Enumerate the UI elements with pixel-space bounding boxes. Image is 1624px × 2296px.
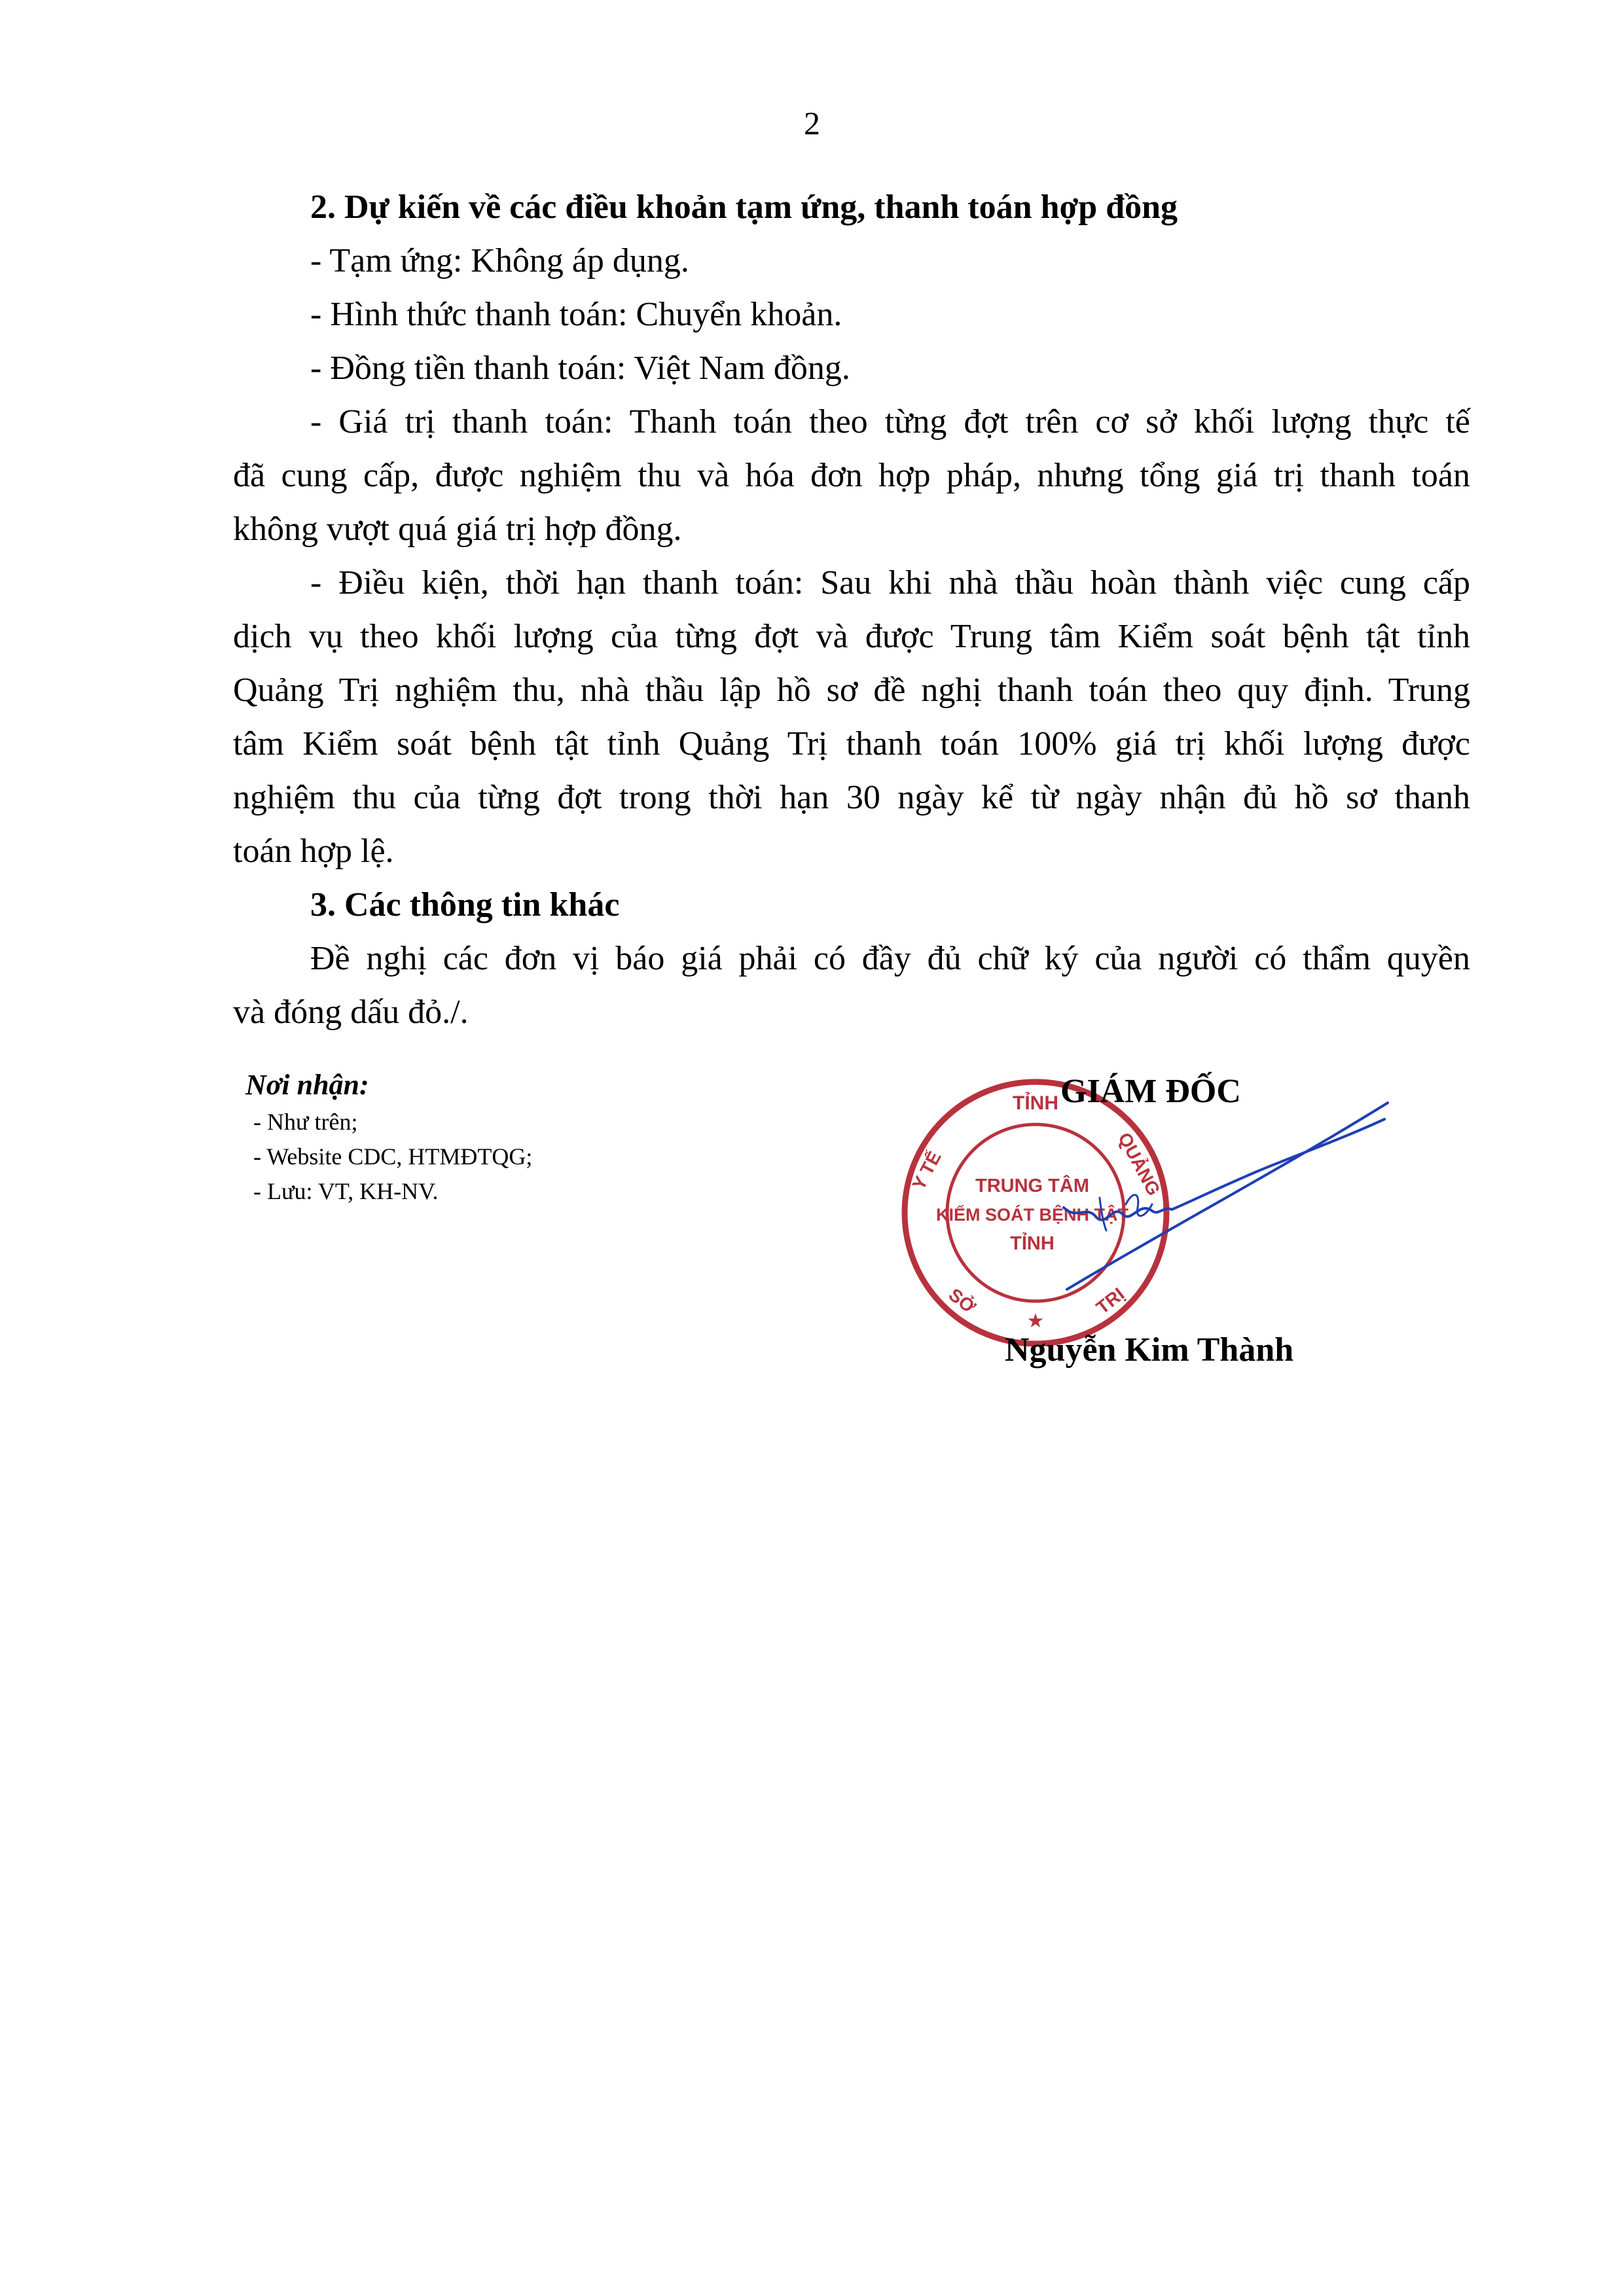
advance-payment-line: - Tạm ứng: Không áp dụng. xyxy=(310,242,689,279)
payment-method-line: - Hình thức thanh toán: Chuyển khoản. xyxy=(310,296,842,333)
recipient-item: - Website CDC, HTMĐTQG; xyxy=(253,1143,533,1170)
section-3-heading: 3. Các thông tin khác xyxy=(310,886,620,924)
recipients-block xyxy=(245,1066,835,1209)
section-3-body-line: và đóng dấu đỏ./. xyxy=(233,994,469,1031)
section-2-heading: 2. Dự kiến về các điều khoản tạm ứng, thanh toán hợp đồng xyxy=(310,188,1178,226)
payment-conditions-line: dịch vụ theo khối lượng của từng đợt và được Trung tâm Kiểm soát bệnh tật tỉnh xyxy=(233,618,1470,655)
seal-center-line: KIỂM SOÁT BỆNH TẬT xyxy=(936,1205,1128,1225)
seal-ring-left: Y TẾ xyxy=(908,1148,945,1194)
signer-title: GIÁM ĐỐC xyxy=(1060,1073,1241,1110)
seal-ring-bottom-right: TRỊ xyxy=(1092,1283,1128,1318)
seal-ring-top: TỈNH xyxy=(1013,1092,1058,1114)
signer-name: Nguyễn Kim Thành xyxy=(1005,1331,1294,1369)
seal-star-icon: ★ xyxy=(1026,1310,1045,1332)
handwritten-signature xyxy=(1060,1093,1401,1302)
page-number: 2 xyxy=(804,105,820,141)
payment-value-line: đã cung cấp, được nghiệm thu và hóa đơn hợp pháp, nhưng tổng giá trị thanh toán xyxy=(233,457,1470,494)
currency-line: - Đồng tiền thanh toán: Việt Nam đồng. xyxy=(310,350,850,387)
payment-conditions-line: toán hợp lệ. xyxy=(233,833,394,870)
seal-ring-bottom-left: SỞ xyxy=(945,1284,980,1318)
payment-conditions-line: tâm Kiểm soát bệnh tật tỉnh Quảng Trị thanh toán 100% giá trị khối lượng được xyxy=(233,725,1470,762)
payment-value-line: không vượt quá giá trị hợp đồng. xyxy=(233,511,682,548)
seal-center-line: TRUNG TÂM xyxy=(975,1175,1089,1196)
recipient-item: - Lưu: VT, KH-NV. xyxy=(253,1178,439,1204)
payment-conditions-line: - Điều kiện, thời hạn thanh toán: Sau khi nhà thầu hoàn thành việc cung cấp xyxy=(310,564,1470,601)
recipients-title: Nơi nhận: xyxy=(245,1069,369,1101)
seal-ring-right: QUẢNG xyxy=(1114,1129,1164,1199)
payment-conditions-line: nghiệm thu của từng đợt trong thời hạn 30 ngày kể từ ngày nhận đủ hồ sơ thanh xyxy=(233,779,1470,816)
section-3-body-line: Đề nghị các đơn vị báo giá phải có đầy đủ chữ ký của người có thẩm quyền xyxy=(310,940,1470,977)
recipient-item: - Như trên; xyxy=(253,1109,358,1135)
payment-value-line: - Giá trị thanh toán: Thanh toán theo từng đợt trên cơ sở khối lượng thực tế xyxy=(310,403,1470,440)
seal-center-line: TỈNH xyxy=(1010,1233,1055,1254)
payment-conditions-line: Quảng Trị nghiệm thu, nhà thầu lập hồ sơ đề nghị thanh toán theo quy định. Trung xyxy=(233,672,1470,709)
